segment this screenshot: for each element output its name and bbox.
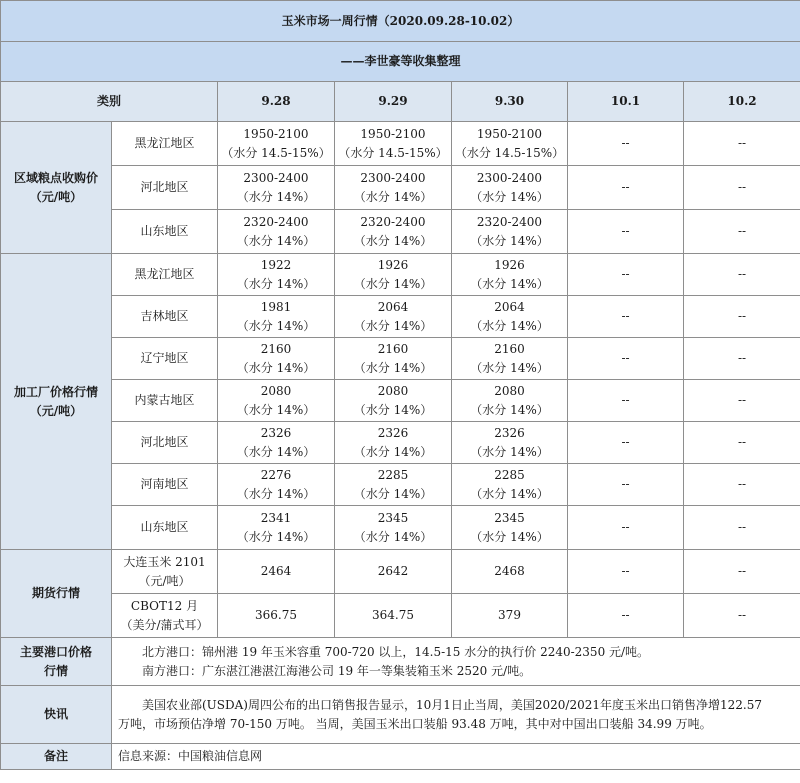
cell-line: （水分 14.5-15%） (221, 145, 331, 160)
cell-line: -- (737, 136, 747, 150)
price-cell (684, 166, 800, 210)
price-cell (218, 422, 335, 464)
price-cell (218, 296, 335, 338)
section-category (1, 122, 112, 254)
price-cell (684, 338, 800, 380)
region-label: 河北地区 (112, 422, 218, 464)
price-cell (335, 506, 452, 550)
cell-line: （水分 14%） (470, 233, 549, 248)
cell-line: 2080 (494, 383, 525, 398)
cell-line: -- (737, 608, 747, 622)
price-cell (568, 254, 684, 296)
table-row (1, 210, 800, 254)
table-row (1, 338, 800, 380)
table-row (1, 254, 800, 296)
price-cell (335, 122, 452, 166)
region-label (112, 550, 218, 594)
price-cell (684, 464, 800, 506)
cell-line: -- (737, 435, 747, 449)
date-header: 10.2 (684, 82, 800, 122)
cell-line: （水分 14%） (236, 276, 316, 291)
date-header: 9.30 (452, 82, 568, 122)
cell-line: 1981 (260, 299, 292, 314)
region-label (112, 594, 218, 638)
cell-line: 366.75 (255, 608, 297, 622)
cell-line: （美分/蒲式耳） (120, 617, 209, 632)
cell-line: -- (737, 520, 747, 534)
news-line: 万吨，市场预估净增 70-150 万吨。 当周，美国玉米出口装船 93.48 万吨，其中对中国出口装船 34.99 万吨。 (118, 716, 712, 731)
price-cell (335, 422, 452, 464)
cell-line: -- (621, 564, 630, 578)
price-cell (218, 338, 335, 380)
cell-line: （水分 14%） (353, 360, 433, 375)
cell-line: -- (737, 309, 747, 323)
cell-line: （水分 14%） (236, 189, 316, 204)
date-header: 9.29 (335, 82, 452, 122)
cell-line: （水分 14%） (236, 233, 316, 248)
cell-line: （水分 14%） (470, 360, 549, 375)
price-cell (335, 296, 452, 338)
price-cell (452, 210, 568, 254)
cell-line: 2320-2400 (360, 214, 426, 229)
price-cell (218, 550, 335, 594)
price-cell (684, 210, 800, 254)
cell-line: （水分 14%） (470, 189, 549, 204)
section-category (1, 254, 112, 550)
price-cell (684, 550, 800, 594)
price-cell (568, 550, 684, 594)
price-cell (568, 380, 684, 422)
cell-line: （水分 14%） (470, 276, 549, 291)
cell-line: （水分 14%） (236, 486, 316, 501)
cell-line: 区域粮点收购价 (13, 170, 98, 185)
cell-line: 1950-2100 (476, 126, 543, 141)
price-cell (218, 254, 335, 296)
cell-line: 主要港口价格 (19, 644, 92, 659)
cell-line: 2300-2400 (243, 170, 309, 185)
news-content (112, 686, 800, 744)
price-cell (335, 210, 452, 254)
price-cell (568, 422, 684, 464)
cell-line: （水分 14%） (236, 318, 316, 333)
cell-line: （水分 14.5-15%） (454, 145, 565, 160)
price-cell (218, 122, 335, 166)
date-header: 9.28 (218, 82, 335, 122)
cell-line: （水分 14%） (353, 233, 433, 248)
cell-line: （水分 14%） (236, 360, 316, 375)
table-row (1, 296, 800, 338)
cell-line: -- (621, 224, 630, 238)
cell-line: 2464 (260, 564, 292, 578)
cell-line: （水分 14%） (470, 529, 549, 544)
price-cell (335, 166, 452, 210)
cell-line: 2276 (260, 467, 292, 482)
cell-line: （水分 14%） (353, 402, 433, 417)
news-line: 美国农业部(USDA)周四公布的出口销售报告显示，10月1日止当周，美国2020/2021年度玉米出口销售净增122.57 (142, 697, 763, 712)
port-line: 南方港口：广东湛江港湛江海港公司 19 年一等集装箱玉米 2520 元/吨。 (142, 663, 532, 678)
cell-line: 2326 (494, 425, 525, 440)
price-cell (335, 254, 452, 296)
cell-line: 2326 (377, 425, 409, 440)
cell-line: （元/吨） (29, 403, 83, 418)
price-cell (218, 210, 335, 254)
cell-line: （水分 14%） (470, 402, 549, 417)
table-row (1, 550, 800, 594)
price-cell (684, 254, 800, 296)
price-cell (335, 380, 452, 422)
cell-line: -- (621, 393, 630, 407)
cell-line: （水分 14%） (353, 486, 433, 501)
cell-line: （水分 14%） (470, 318, 549, 333)
table-row (1, 594, 800, 638)
cell-line: 2080 (260, 383, 292, 398)
cell-line: 2080 (377, 383, 409, 398)
cell-line: 2468 (494, 564, 525, 578)
cell-line: （水分 14.5-15%） (338, 145, 448, 160)
table-row (1, 122, 800, 166)
price-cell (568, 210, 684, 254)
cell-line: -- (621, 520, 630, 534)
category-header: 类别 (1, 82, 218, 122)
region-label: 黑龙江地区 (112, 122, 218, 166)
table-row (1, 464, 800, 506)
cell-line: -- (621, 309, 630, 323)
cell-line: （水分 14%） (470, 486, 549, 501)
section-category (1, 550, 112, 638)
cell-line: 2320-2400 (476, 214, 543, 229)
table-row (1, 422, 800, 464)
cell-line: -- (737, 351, 747, 365)
remark-category: 备注 (1, 744, 112, 770)
cell-line: （水分 14%） (353, 529, 433, 544)
date-header: 10.1 (568, 82, 684, 122)
cell-line: 2300-2400 (476, 170, 543, 185)
cell-line: 大连玉米 2101 (123, 554, 206, 569)
cell-line: （水分 14%） (353, 276, 433, 291)
cell-line: 2064 (377, 299, 409, 314)
cell-line: 2160 (260, 341, 292, 356)
port-row (1, 638, 800, 686)
price-cell (684, 506, 800, 550)
cell-line: -- (621, 351, 630, 365)
cell-line: 2160 (494, 341, 525, 356)
price-cell (452, 594, 568, 638)
region-label: 河南地区 (112, 464, 218, 506)
cell-line: （水分 14%） (470, 444, 549, 459)
price-cell (568, 506, 684, 550)
price-cell (684, 422, 800, 464)
cell-line: （水分 14%） (353, 444, 433, 459)
cell-line: 期货行情 (31, 586, 80, 600)
price-cell (568, 338, 684, 380)
remark-content: 信息来源：中国粮油信息网 (112, 744, 800, 770)
price-cell (452, 464, 568, 506)
cell-line: -- (621, 608, 630, 622)
cell-line: -- (621, 136, 630, 150)
price-cell (452, 338, 568, 380)
cell-line: 2345 (377, 510, 409, 525)
cell-line: -- (737, 224, 747, 238)
price-cell (684, 296, 800, 338)
cell-line: -- (737, 477, 747, 491)
price-cell (684, 380, 800, 422)
cell-line: 2285 (494, 467, 525, 482)
cell-line: 2285 (377, 467, 409, 482)
port-content (112, 638, 800, 686)
region-label: 河北地区 (112, 166, 218, 210)
table-row (1, 506, 800, 550)
price-cell (568, 122, 684, 166)
cell-line: -- (737, 564, 747, 578)
cell-line: -- (737, 180, 747, 194)
price-cell (452, 422, 568, 464)
region-label: 吉林地区 (112, 296, 218, 338)
cell-line: （水分 14%） (236, 529, 316, 544)
price-cell (568, 166, 684, 210)
cell-line: -- (621, 435, 630, 449)
price-cell (568, 464, 684, 506)
price-cell (218, 380, 335, 422)
price-cell (335, 594, 452, 638)
cell-line: 2341 (260, 510, 292, 525)
cell-line: 加工厂价格行情 (13, 384, 98, 399)
cell-line: -- (737, 267, 747, 281)
cell-line: （水分 14%） (236, 402, 316, 417)
cell-line: 行情 (43, 663, 68, 678)
price-cell (452, 506, 568, 550)
cell-line: （水分 14%） (353, 318, 433, 333)
price-cell (684, 594, 800, 638)
price-cell (218, 594, 335, 638)
cell-line: 2160 (377, 341, 409, 356)
price-cell (452, 550, 568, 594)
price-cell (568, 594, 684, 638)
news-category: 快讯 (1, 686, 112, 744)
remark-row (1, 744, 800, 770)
region-label: 山东地区 (112, 210, 218, 254)
cell-line: （元/吨） (138, 573, 191, 588)
cell-line: -- (621, 267, 630, 281)
page-subtitle: ——李世豪等收集整理 (1, 42, 800, 82)
cell-line: 379 (498, 608, 521, 622)
price-cell (684, 122, 800, 166)
page-title: 玉米市场一周行情（2020.09.28-10.02） (1, 1, 800, 42)
region-label: 内蒙古地区 (112, 380, 218, 422)
cell-line: 1926 (377, 257, 409, 272)
region-label: 黑龙江地区 (112, 254, 218, 296)
region-label: 山东地区 (112, 506, 218, 550)
cell-line: -- (621, 180, 630, 194)
cell-line: 1926 (494, 257, 525, 272)
price-cell (335, 550, 452, 594)
cell-line: CBOT12 月 (130, 598, 199, 613)
price-cell (218, 464, 335, 506)
price-cell (218, 166, 335, 210)
cell-line: （元/吨） (29, 189, 83, 204)
cell-line: 364.75 (372, 608, 414, 622)
price-cell (452, 296, 568, 338)
cell-line: 1950-2100 (360, 126, 426, 141)
price-cell (452, 122, 568, 166)
cell-line: -- (737, 393, 747, 407)
port-category (1, 638, 112, 686)
price-cell (335, 464, 452, 506)
cell-line: 1950-2100 (243, 126, 309, 141)
cell-line: 2345 (494, 510, 525, 525)
price-cell (218, 506, 335, 550)
price-cell (452, 166, 568, 210)
cell-line: 2326 (260, 425, 292, 440)
port-line: 北方港口：锦州港 19 年玉米容重 700-720 以上，14.5-15 水分的执行价 2240-2350 元/吨。 (142, 644, 650, 659)
price-cell (452, 380, 568, 422)
cell-line: -- (621, 477, 630, 491)
table-row (1, 380, 800, 422)
cell-line: 2642 (377, 564, 409, 578)
column-header-row (1, 82, 800, 122)
price-cell (568, 296, 684, 338)
cell-line: 2064 (494, 299, 525, 314)
table-row (1, 166, 800, 210)
news-row (1, 686, 800, 744)
price-cell (452, 254, 568, 296)
cell-line: （水分 14%） (236, 444, 316, 459)
price-cell (335, 338, 452, 380)
region-label: 辽宁地区 (112, 338, 218, 380)
cell-line: 1922 (260, 257, 292, 272)
cell-line: 2320-2400 (243, 214, 309, 229)
cell-line: 2300-2400 (360, 170, 426, 185)
cell-line: （水分 14%） (353, 189, 433, 204)
